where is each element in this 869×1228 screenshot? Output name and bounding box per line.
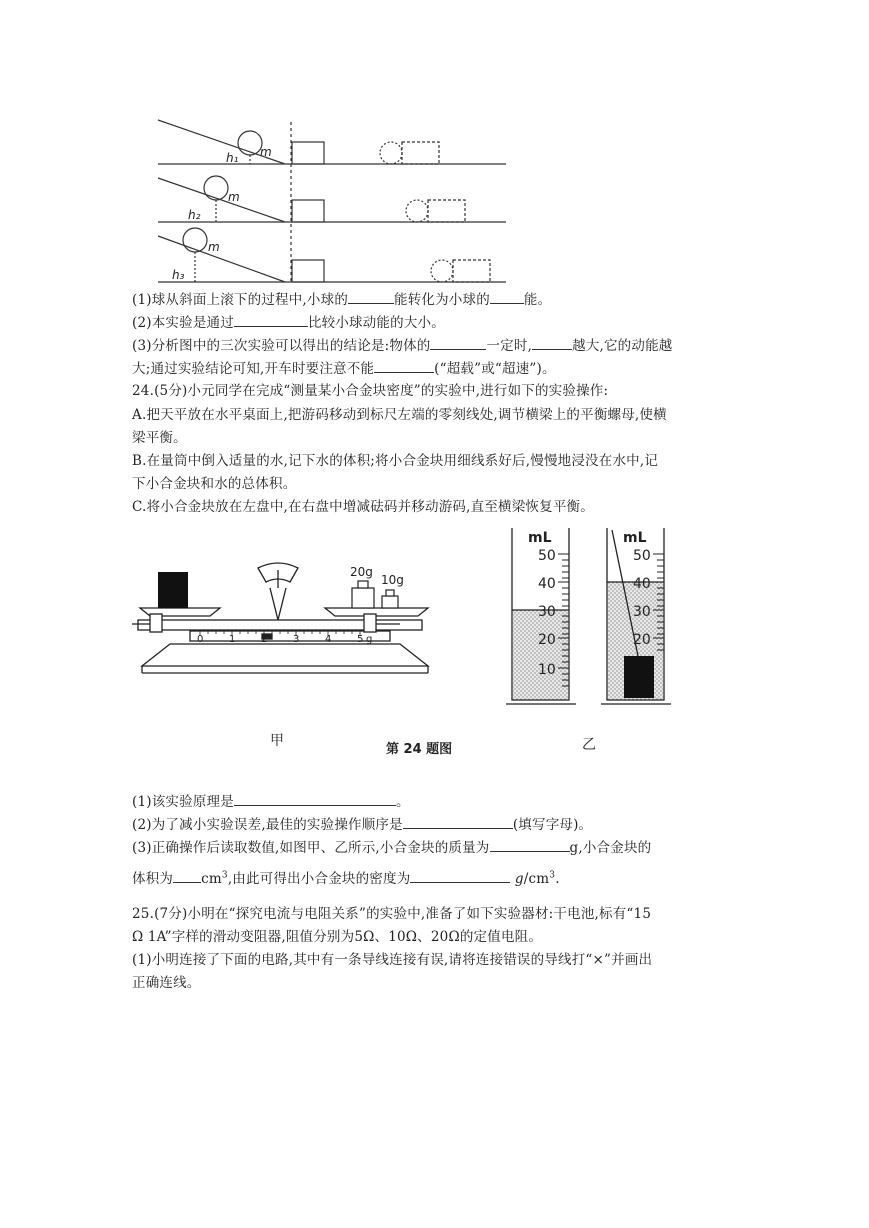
scale-tick-label: 1	[229, 634, 236, 645]
q24-step-a: A.把天平放在水平桌面上,把游码移动到标尺左端的零刻线处,调节横梁上的平衡螺母,使横	[132, 407, 667, 423]
answer-blank[interactable]	[374, 358, 434, 373]
alloy-block-submerged	[624, 656, 654, 698]
answer-blank[interactable]	[532, 335, 572, 350]
ball-2	[204, 176, 228, 200]
weight-10g	[382, 596, 398, 608]
q23-part3-cont: 大;通过实验结论可知,开车时要注意不能 (“超载”或“超速”)。	[132, 358, 556, 379]
mass-label: m	[228, 190, 240, 204]
answer-blank[interactable]	[173, 868, 201, 883]
answer-blank[interactable]	[234, 312, 308, 327]
q25-part1: (1)小明连接了下面的电路,其中有一条导线连接有误,请将连接错误的导线打“×”并画出	[132, 952, 653, 968]
answer-blank[interactable]	[490, 289, 524, 304]
scale-tick-label: 5	[357, 634, 364, 645]
cylinder-tick: 20	[538, 632, 556, 648]
cylinder-unit: mL	[528, 530, 552, 546]
height-label: h₁	[226, 151, 239, 165]
ramp-2	[158, 178, 285, 222]
figure-caption: 第 24 题图	[386, 742, 453, 757]
answer-blank[interactable]	[348, 289, 394, 304]
q24-step-a-cont: 梁平衡。	[132, 430, 187, 446]
cylinder-tick: 50	[538, 548, 556, 564]
cylinder-tick: 40	[538, 576, 556, 592]
scale-tick-label: 2	[261, 634, 268, 645]
q24-step-c: C.将小合金块放在左盘中,在右盘中增减砝码并移动游码,直至横梁恢复平衡。	[132, 499, 594, 515]
q25-stem-cont: Ω 1A”字样的滑动变阻器,阻值分别为5Ω、10Ω、20Ω的定值电阻。	[132, 929, 543, 945]
cylinder-tick: 20	[633, 632, 651, 648]
q24-part3: (3)正确操作后读取数值,如图甲、乙所示,小合金块的质量为 g,小合金块的	[132, 837, 651, 858]
mass-label: m	[260, 145, 272, 159]
q23-part2: (2)本实验是通过 比较小球动能的大小。	[132, 312, 445, 333]
q23-part1: (1)球从斜面上滚下的过程中,小球的 能转化为小球的 能。	[132, 289, 551, 310]
balance-figure	[130, 548, 440, 688]
water-column-1	[513, 610, 568, 700]
cylinder-tick: 30	[538, 604, 556, 620]
q23-part3: (3)分析图中的三次实验可以得出的结论是:物体的 一定时, 越大,它的动能越	[132, 335, 672, 356]
q24-step-b-cont: 下小合金块和水的总体积。	[132, 476, 297, 492]
block-1	[292, 142, 324, 164]
answer-blank[interactable]	[403, 814, 513, 829]
q24-part1: (1)该实验原理是 。	[132, 791, 410, 812]
q25-stem: 25.(7分)小明在“探究电流与电阻关系”的实验中,准备了如下实验器材:干电池,标有“15	[132, 906, 652, 922]
answer-blank[interactable]	[430, 335, 486, 350]
answer-blank[interactable]	[410, 868, 510, 883]
answer-blank[interactable]	[234, 791, 396, 806]
balance-base	[142, 644, 428, 666]
cylinder-unit: mL	[623, 530, 647, 546]
q24-step-b: B.在量筒中倒入适量的水,记下水的体积;将小合金块用细线系好后,慢慢地浸没在水中,记	[132, 453, 659, 469]
cylinder-tick: 50	[633, 548, 651, 564]
answer-blank[interactable]	[490, 837, 570, 852]
weight-20g	[352, 588, 374, 608]
q24-part3-cont: 体积为 $cm^3$,由此可得出小合金块的密度为 $g/cm^3$.	[132, 868, 560, 889]
scale-tick-label: 3	[293, 634, 300, 645]
ball-3	[183, 228, 207, 252]
cylinder-tick: 30	[633, 604, 651, 620]
ramps-figure	[150, 112, 520, 287]
scale-tick-label: 0	[197, 634, 204, 645]
alloy-block	[158, 572, 188, 608]
q25-part1-cont: 正确连线。	[132, 975, 201, 991]
q24-stem: 24.(5分)小元同学在完成“测量某小合金块密度”的实验中,进行如下的实验操作:	[132, 383, 609, 399]
height-label: h₂	[188, 208, 201, 222]
block-3	[292, 260, 324, 282]
figure-label-yi: 乙	[582, 737, 596, 753]
block-2	[292, 200, 324, 222]
height-label: h₃	[172, 268, 185, 282]
figure-label-jia: 甲	[270, 733, 284, 749]
balance-beam	[138, 620, 422, 630]
weight-label-20g: 20g	[350, 565, 373, 579]
mass-label: m	[208, 240, 220, 254]
cylinder-tick: 10	[538, 662, 556, 678]
cylinder-tick: 40	[633, 576, 651, 592]
q24-part2: (2)为了减小实验误差,最佳的实验操作顺序是 (填写字母)。	[132, 814, 592, 835]
weight-label-10g: 10g	[381, 573, 404, 587]
scale-unit-label: g	[366, 634, 373, 645]
cylinders-figure	[500, 522, 700, 712]
scale-tick-label: 4	[325, 634, 332, 645]
